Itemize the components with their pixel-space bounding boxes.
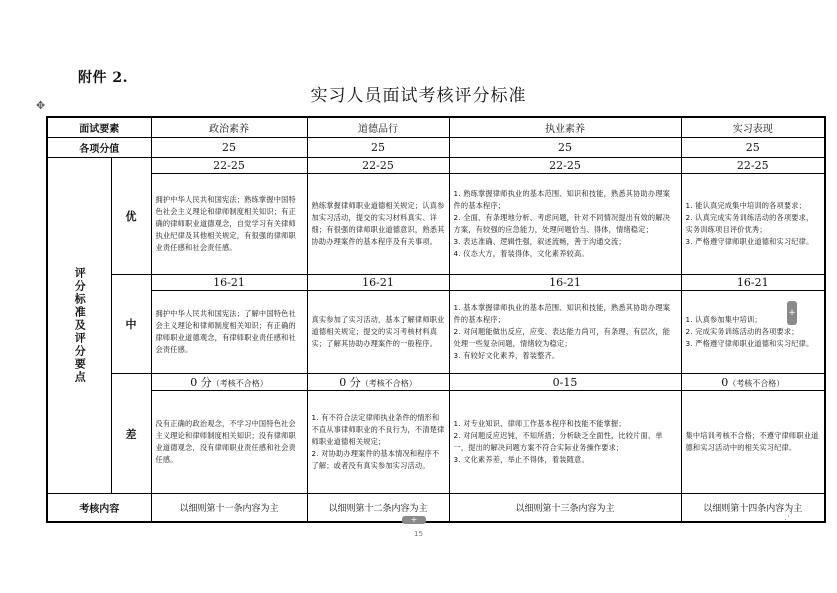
- criteria-text: 1. 认真参加集中培训；: [685, 315, 762, 324]
- column-header: 执业素养: [449, 117, 681, 138]
- criteria-text: 2. 认真完成实务训练活动的各项要求，实务训练项目评价优秀；: [685, 213, 814, 234]
- level-range: [151, 374, 307, 391]
- criteria-cell: [449, 291, 681, 374]
- column-header: 实习表现: [681, 117, 825, 138]
- footer-value: 以细则第十二条内容为主: [307, 494, 449, 523]
- range-note: （考核不合格）: [211, 379, 268, 388]
- level-range: 16-21: [681, 275, 825, 291]
- range-value: 0 分: [339, 376, 361, 389]
- level-name: 差: [111, 374, 151, 494]
- footer-row: [47, 494, 825, 523]
- criteria-text: 1. 能认真完成集中培训的各项要求；: [685, 201, 807, 210]
- level-range: 22-25: [151, 158, 307, 174]
- criteria-text: 集中培训考核不合格；不遵守律师职业道德和实习活动中的相关实习纪律。: [685, 431, 819, 452]
- criteria-text: 1. 对专业知识、律师工作基本程序和技能不能掌握；: [453, 419, 626, 428]
- level-range: 16-21: [307, 275, 449, 291]
- criteria-text: 拥护中华人民共和国宪法；熟练掌握中国特色社会主义理论和律师制度相关知识；有正确的律师职业道德观念，自觉学习有关律师执业纪律及其他相关规定，有很强的律师职业责任感和社会责任感。: [155, 195, 296, 252]
- footer-value: 以细则第十三条内容为主: [449, 494, 681, 523]
- weight-value: 25: [151, 138, 307, 158]
- footer-label: 考核内容: [47, 494, 151, 523]
- level-desc-row: [47, 391, 825, 494]
- criteria-text: 3. 有较好文化素养，着装整齐。: [453, 351, 560, 360]
- criteria-cell: [681, 291, 825, 374]
- criteria-cell: [151, 291, 307, 374]
- criteria-text: 拥护中华人民共和国宪法；了解中国特色社会主义理论和律师制度相关知识；有正确的律师职业道德观念，有律师职业责任感和社会责任感。: [155, 309, 296, 354]
- page-number: 15: [414, 530, 423, 538]
- criteria-text: 1. 熟练掌握律师执业的基本范围、知识和技能，熟悉其协助办理案件的基本程序；: [453, 189, 671, 210]
- attachment-label: 附件 2.: [78, 70, 128, 86]
- criteria-label: 评分标准及评分要点: [47, 158, 111, 494]
- criteria-cell: [681, 391, 825, 494]
- weight-value: 25: [307, 138, 449, 158]
- range-note: （考核不合格）: [360, 379, 417, 388]
- criteria-text: 3. 表达准确、逻辑性强，叙述流畅，善于沟通交流；: [453, 237, 626, 246]
- criteria-text: 熟练掌握律师职业道德相关规定；认真参加实习活动，提交的实习材料真实、详细；有很强的律师职业道德意识，熟悉其协助办理案件的基本程序及有关事项。: [311, 201, 445, 246]
- criteria-cell: [449, 174, 681, 275]
- criteria-text: 真实参加了实习活动，基本了解律师职业道德相关规定；提交的实习考核材料真实；了解其协助办理案件的一般程序。: [311, 315, 445, 348]
- criteria-text: 3. 文化素养差，举止不得体，着装随意。: [453, 455, 589, 464]
- page-title: 实习人员面试考核评分标准: [310, 86, 527, 106]
- footer-value: 以细则第十一条内容为主: [151, 494, 307, 523]
- criteria-text: 1. 基本掌握律师执业的基本范围、知识和技能，熟悉其协助办理案件的基本程序；: [453, 303, 671, 324]
- level-range: 22-25: [307, 158, 449, 174]
- level-range: [681, 374, 825, 391]
- column-header: 政治素养: [151, 117, 307, 138]
- range-value: 0-15: [552, 375, 578, 389]
- resize-grip-icon[interactable]: ⋰: [784, 512, 793, 522]
- criteria-cell: [681, 174, 825, 275]
- add-row-button[interactable]: +: [402, 516, 426, 524]
- column-header: 道德品行: [307, 117, 449, 138]
- criteria-text: 2. 对问题反应迟钝，不知所措；分析缺乏全面性，比较片面、单一，提出的解决问题方案不符合实际业务操作要求；: [453, 431, 663, 452]
- level-range: 16-21: [151, 275, 307, 291]
- move-arrows-icon[interactable]: ✥: [36, 99, 46, 112]
- criteria-text: 2. 对问题能做出反应，应变、表达能力尚可，有条理、有层次，能处理一些复杂问题，情绪较为稳定；: [453, 327, 671, 348]
- level-range-row: [47, 158, 825, 174]
- criteria-text: 1. 有不符合法定律师执业条件的情形和不直从事律师职业的不良行为，不清楚律师职业道德相关规定；: [311, 413, 445, 446]
- level-range: [307, 374, 449, 391]
- footer-value: 以细则第十四条内容为主: [681, 494, 825, 523]
- criteria-cell: [307, 291, 449, 374]
- level-desc-row: [47, 291, 825, 374]
- range-note: （考核不合格）: [728, 378, 785, 388]
- range-value: 0 分: [190, 376, 212, 389]
- level-name: 优: [111, 158, 151, 275]
- level-range-row: [47, 275, 825, 291]
- criteria-text: 3. 严格遵守律师职业道德和实习纪律。: [685, 339, 814, 348]
- add-column-button[interactable]: +: [787, 301, 797, 325]
- criteria-cell: [307, 174, 449, 275]
- criteria-text: 4. 仪态大方，着装得体，文化素养较高。: [453, 249, 589, 258]
- level-range: 16-21: [449, 275, 681, 291]
- scoring-table: [46, 116, 826, 523]
- criteria-cell: [307, 391, 449, 494]
- level-range: 22-25: [681, 158, 825, 174]
- criteria-cell: [151, 391, 307, 494]
- criteria-text: 2. 对协助办理案件的基本情况和程序不了解；或者没有真实参加实习活动。: [311, 449, 440, 470]
- weights-label: 各项分值: [47, 138, 151, 158]
- level-range: 22-25: [449, 158, 681, 174]
- range-value: 0: [721, 375, 729, 389]
- criteria-cell: [449, 391, 681, 494]
- criteria-text: 3. 严格遵守律师职业道德和实习纪律。: [685, 237, 814, 246]
- weight-value: 25: [449, 138, 681, 158]
- level-name: 中: [111, 275, 151, 374]
- criteria-text: 没有正确的政治观念，不学习中国特色社会主义理论和律师制度相关知识；没有律师职业道德观念，没有律师职业责任感和社会责任感。: [155, 419, 296, 464]
- level-range: [449, 374, 681, 391]
- header-row: [47, 117, 825, 138]
- criteria-text: 2. 全面、有条理地分析、考虑问题，针对不同情况提出有效的解决方案，有较强的应急能力，处理问题恰当、得体，情绪稳定；: [453, 213, 671, 234]
- criteria-cell: [151, 174, 307, 275]
- level-range-row: [47, 374, 825, 391]
- weight-value: 25: [681, 138, 825, 158]
- header-corner: 面试要素: [47, 117, 151, 138]
- criteria-text: 2. 完成实务训练活动的各项要求；: [685, 327, 799, 336]
- level-desc-row: [47, 174, 825, 275]
- weights-row: [47, 138, 825, 158]
